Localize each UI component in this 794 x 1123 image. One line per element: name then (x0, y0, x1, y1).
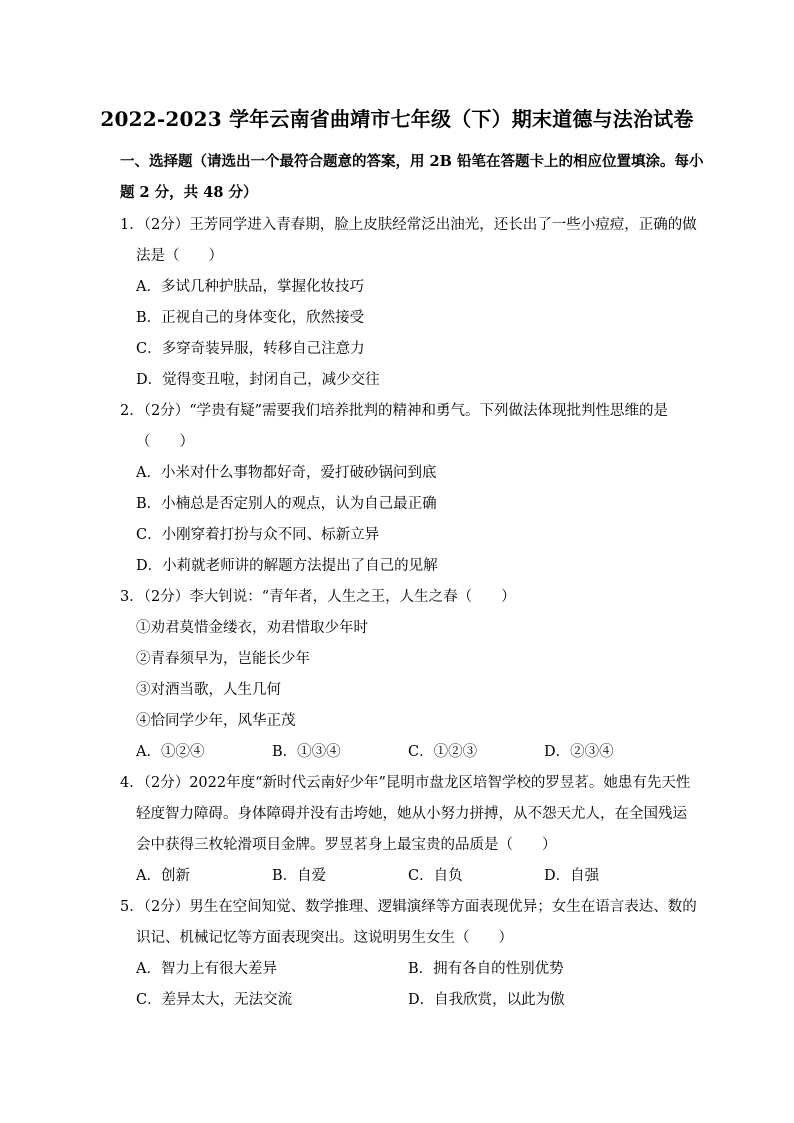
stem-line: 2．（2分）“学贵有疑”需要我们培养批判的精神和勇气。下列做法体现批判性思维的是 (120, 403, 669, 419)
option-b: B．自爱 (272, 868, 327, 884)
statement-2: ②青春须早为，岂能长少年 (136, 651, 310, 667)
options-row (120, 737, 680, 768)
question-list (120, 210, 697, 1016)
question-2 (120, 396, 680, 582)
option-b: B．小楠总是否定别人的观点，认为自己最正确 (136, 496, 437, 512)
question-4 (120, 768, 691, 892)
question-5 (120, 892, 697, 1016)
stem-line: 3．（2分）李大钊说：“青年者，人生之王，人生之春（ ） (120, 589, 516, 605)
options-row (120, 954, 680, 985)
option-d: D．②③④ (544, 744, 614, 760)
option-d: D．觉得变丑啦，封闭自己，减少交往 (136, 372, 380, 388)
option-b: B．拥有各自的性别优势 (408, 961, 564, 977)
stem-line: 4．（2分）2022年度“新时代云南好少年”昆明市盘龙区培智学校的罗昱茗。她患有先天性 (120, 775, 691, 791)
question-stem (120, 768, 691, 861)
section-header-line-2: 题 2 分，共 48 分） (120, 184, 258, 201)
option-c: C．自负 (408, 868, 463, 884)
section-header-line-1: 一、选择题（请选出一个最符合题意的答案，用 2B 铅笔在答题卡上的相应位置填涂。每小 (120, 153, 704, 170)
option-b: B．正视自己的身体变化，欣然接受 (136, 310, 365, 326)
statement-4: ④恰同学少年，风华正茂 (136, 713, 296, 729)
question-3 (120, 582, 680, 768)
stem-line: 1．（2分）王芳同学进入青春期，脸上皮肤经常泛出油光，还长出了一些小痘痘，正确的做 (120, 217, 697, 233)
option-a: A．多试几种护肤品，掌握化妆技巧 (136, 279, 364, 295)
section-header (120, 146, 704, 208)
stem-line: （ ） (136, 434, 194, 450)
options-row (120, 861, 680, 892)
option-d: D．自强 (544, 868, 600, 884)
exam-title: 2022-2023 学年云南省曲靖市七年级（下）期末道德与法治试卷 (100, 107, 694, 131)
stem-line: 5．（2分）男生在空间知觉、数学推理、逻辑演绎等方面表现优异；女生在语言表达、数的 (120, 899, 697, 915)
option-c: C．多穿奇装异服，转移自己注意力 (136, 341, 365, 357)
statement-1: ①劝君莫惜金缕衣，劝君惜取少年时 (136, 620, 368, 636)
question-stem (120, 892, 697, 954)
option-a: A．小米对什么事物都好奇，爱打破砂锅问到底 (136, 465, 437, 481)
stem-line: 轻度智力障碍。身体障碍并没有击垮她，她从小努力拼搏，从不怨天尤人，在全国残运 (136, 806, 687, 822)
option-a: A．①②④ (136, 744, 205, 760)
stem-line: 法是（ ） (136, 248, 223, 264)
option-c: C．①②③ (408, 744, 478, 760)
option-a: A．智力上有很大差异 (136, 961, 277, 977)
question-1 (120, 210, 697, 396)
option-d: D．小莉就老师讲的解题方法提出了自己的见解 (136, 558, 438, 574)
stem-line: 识记、机械记忆等方面表现突出。这说明男生女生（ ） (136, 930, 513, 946)
question-stem (120, 582, 680, 613)
stem-line: 会中获得三枚轮滑项目金牌。罗昱茗身上最宝贵的品质是（ ） (136, 837, 557, 853)
option-c: C．小刚穿着打扮与众不同、标新立异 (136, 527, 380, 543)
option-b: B．①③④ (272, 744, 341, 760)
statement-3: ③对酒当歌，人生几何 (136, 682, 281, 698)
question-stem (120, 396, 680, 458)
question-stem (120, 210, 697, 272)
option-c: C．差异太大，无法交流 (136, 992, 293, 1008)
option-a: A．创新 (136, 868, 190, 884)
option-d: D．自我欣赏，以此为傲 (408, 992, 565, 1008)
options-row (120, 985, 680, 1016)
